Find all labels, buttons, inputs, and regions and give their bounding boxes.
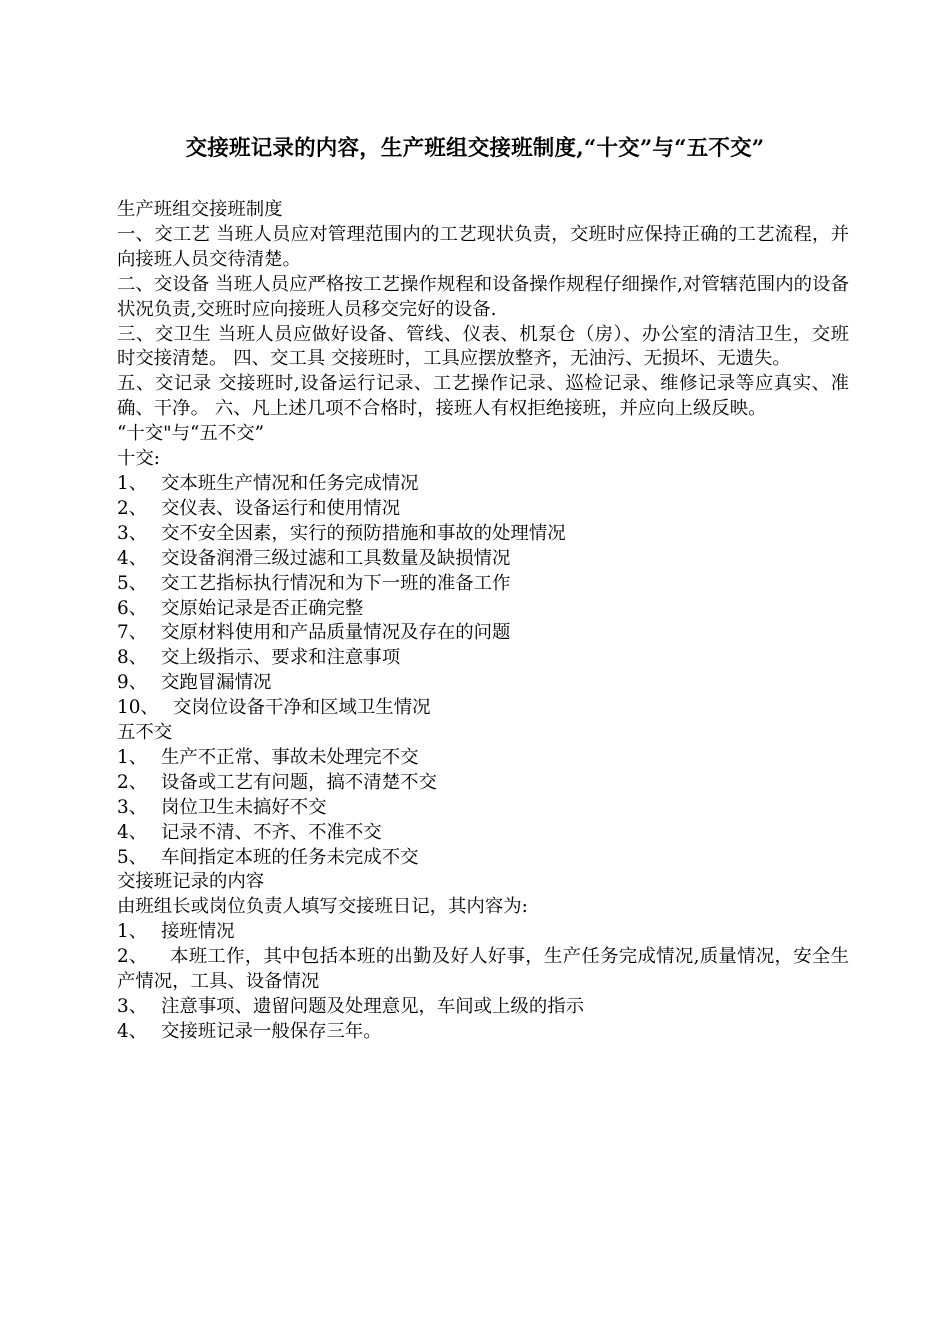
- rule-paragraph: 三、交卫生 当班人员应做好设备、管线、仪表、机泵仓（房）、办公室的清洁卫生，交班时交接清楚。 四、交工具 交接班时，工具应摆放整齐，无油污、无损坏、无遗失。: [117, 323, 849, 370]
- list-item: 10、 交岗位设备干净和区域卫生情况: [117, 697, 431, 719]
- section-heading-ten-and-five: “十交"与“五不交”: [117, 423, 265, 445]
- list-item: 9、 交跑冒漏情况: [117, 672, 272, 694]
- list-item: 1、 交本班生产情况和任务完成情况: [117, 472, 419, 494]
- shi-jiao-heading: 十交:: [117, 448, 160, 470]
- list-item: 5、 交工艺指标执行情况和为下一班的准备工作: [117, 572, 511, 594]
- list-item: 3、 交不安全因素，实行的预防措施和事故的处理情况: [117, 522, 566, 544]
- record-intro: 由班组长或岗位负责人填写交接班日记，其内容为:: [117, 896, 528, 918]
- rule-paragraph: 二、交设备 当班人员应严格按工艺操作规程和设备操作规程仔细操作,对管辖范围内的设备状况负责,交班时应向接班人员移交完好的设备.: [117, 273, 849, 320]
- document-body: [117, 198, 849, 1045]
- list-item: 3、 注意事项、遗留问题及处理意见，车间或上级的指示: [117, 996, 584, 1017]
- list-item: 5、 车间指定本班的任务未完成不交: [117, 846, 419, 868]
- document-title: 交接班记录的内容，生产班组交接班制度,“十交”与“五不交”: [185, 136, 765, 161]
- list-item: 1、 接班情况: [117, 921, 235, 943]
- rule-paragraph: 五、交记录 交接班时,设备运行记录、工艺操作记录、巡检记录、维修记录等应真实、准确、干净。 六、凡上述几项不合格时，接班人有权拒绝接班，并应向上级反映。: [117, 373, 849, 420]
- section-heading-shift-handover-system: 生产班组交接班制度: [117, 199, 283, 220]
- wu-bu-jiao-heading: 五不交: [117, 722, 173, 744]
- list-item: 7、 交原材料使用和产品质量情况及存在的问题: [117, 622, 511, 644]
- list-item: 4、 交接班记录一般保存三年。: [117, 1020, 382, 1042]
- list-item: 2、 本班工作，其中包括本班的出勤及好人好事，生产任务完成情况,质量情况，安全生产情况，工具、设备情况: [117, 946, 849, 993]
- list-item: 3、 岗位卫生未搞好不交: [117, 796, 327, 818]
- list-item: 4、 交设备润滑三级过滤和工具数量及缺损情况: [117, 547, 511, 569]
- list-item: 2、 交仪表、设备运行和使用情况: [117, 497, 401, 519]
- list-item: 6、 交原始记录是否正确完整: [117, 597, 364, 619]
- list-item: 4、 记录不清、不齐、不准不交: [117, 821, 382, 843]
- list-item: 2、 设备或工艺有问题，搞不清楚不交: [117, 771, 437, 793]
- section-heading-record-content: 交接班记录的内容: [117, 871, 265, 893]
- rule-paragraph: 一、交工艺 当班人员应对管理范围内的工艺现状负责，交班时应保持正确的工艺流程，并向接班人员交待清楚。: [117, 223, 849, 270]
- list-item: 8、 交上级指示、要求和注意事项: [117, 647, 401, 669]
- list-item: 1、 生产不正常、事故未处理完不交: [117, 746, 419, 768]
